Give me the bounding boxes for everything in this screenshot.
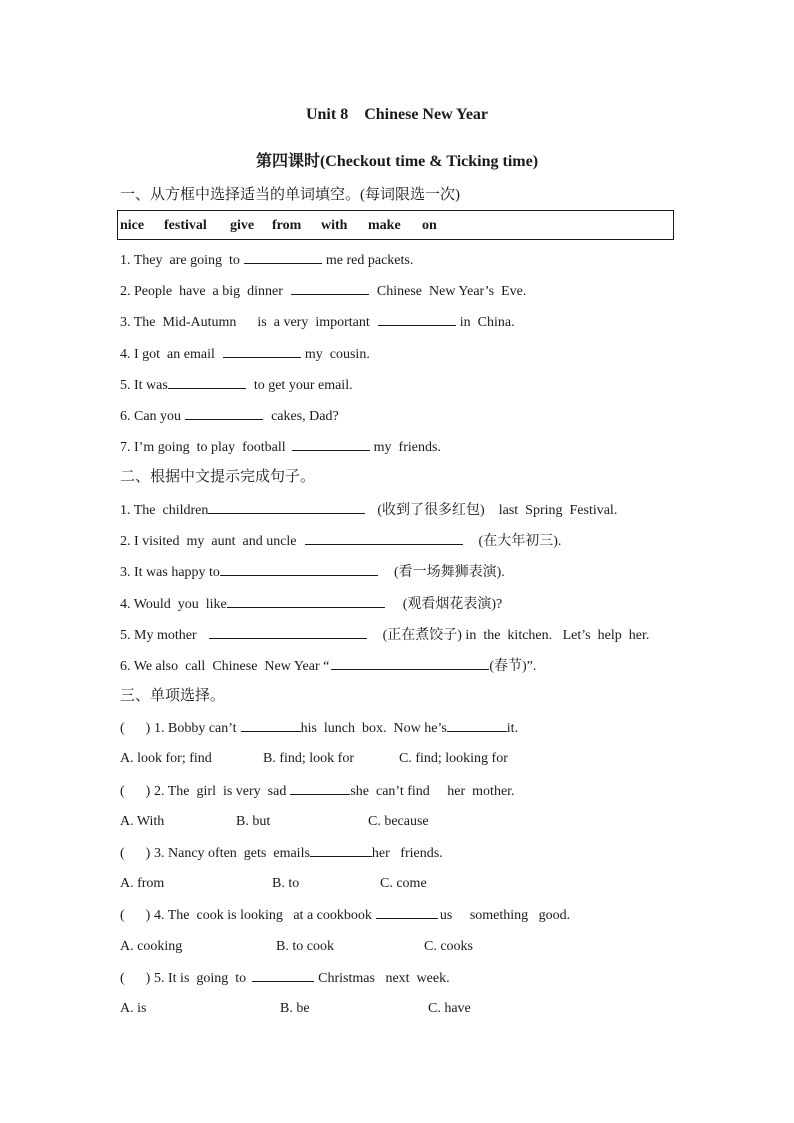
answer-blank[interactable]	[227, 595, 385, 608]
answer-parentheses[interactable]: ( )	[120, 971, 151, 986]
question-text: it.	[506, 721, 519, 736]
word-box-item: make	[368, 218, 401, 233]
question-text: she can’t find her mother.	[350, 784, 515, 799]
fill-item	[120, 376, 353, 395]
word-box	[117, 210, 674, 240]
item-text: Chinese New Year’s Eve.	[376, 284, 527, 299]
item-text: (收到了很多红包) last Spring Festival.	[377, 503, 618, 518]
answer-blank[interactable]	[378, 313, 456, 326]
item-text: 5. It was	[120, 378, 168, 393]
answer-blank[interactable]	[223, 345, 301, 358]
translate-item	[120, 501, 617, 520]
fill-item	[120, 407, 339, 426]
translate-item	[120, 563, 505, 582]
question-text: her friends.	[371, 846, 443, 861]
answer-parentheses[interactable]: ( )	[120, 908, 151, 923]
fill-item	[120, 438, 441, 457]
page-subtitle: 第四课时(Checkout time & Ticking time)	[255, 153, 539, 170]
item-text: 2. I visited my aunt and uncle	[120, 534, 297, 549]
item-text: to get your email.	[253, 378, 353, 393]
item-text: 2. People have a big dinner	[120, 284, 283, 299]
option-a[interactable]: A. is	[120, 1001, 147, 1016]
item-text: me red packets.	[325, 253, 414, 268]
option-c[interactable]: C. because	[368, 814, 429, 829]
option-c[interactable]: C. have	[428, 1001, 471, 1016]
translate-item	[120, 595, 502, 614]
item-text: 1. The children	[120, 503, 209, 518]
option-c[interactable]: C. cooks	[424, 939, 473, 954]
item-text: (春节)”.	[489, 659, 537, 674]
answer-blank[interactable]	[220, 563, 378, 576]
item-text: in China.	[459, 315, 515, 330]
option-c[interactable]: C. come	[380, 876, 427, 891]
option-a[interactable]: A. from	[120, 876, 165, 891]
item-text: (观看烟花表演)?	[402, 597, 503, 612]
answer-parentheses[interactable]: ( )	[120, 721, 151, 736]
option-b[interactable]: B. to	[272, 876, 300, 891]
item-text: 4. Would you like	[120, 597, 227, 612]
answer-blank[interactable]	[305, 532, 463, 545]
answer-blank	[252, 969, 314, 982]
item-text: (看一场舞狮表演).	[393, 565, 505, 580]
translate-item	[120, 532, 561, 551]
word-box-item: on	[422, 218, 437, 233]
option-a[interactable]: A. cooking	[120, 939, 183, 954]
question-text: Christmas next week.	[318, 971, 450, 986]
option-a[interactable]: A. look for; find	[120, 751, 212, 766]
option-b[interactable]: B. be	[280, 1001, 310, 1016]
question-text: his lunch box. Now he’s	[300, 721, 447, 736]
question-text: 4. The cook is looking at a cookbook	[154, 908, 372, 923]
answer-blank[interactable]	[168, 376, 246, 389]
translate-item	[120, 626, 649, 645]
option-b[interactable]: B. to cook	[276, 939, 334, 954]
item-text: 6. We also call Chinese New Year “	[120, 659, 330, 674]
question-text: 2. The girl is very sad	[154, 784, 287, 799]
translate-item	[120, 657, 536, 676]
answer-blank[interactable]	[208, 501, 365, 514]
fill-item	[120, 251, 413, 270]
mc-question	[120, 719, 518, 738]
word-box-item: from	[272, 218, 302, 233]
answer-blank	[376, 906, 438, 919]
page-title: Unit 8 Chinese New Year	[305, 106, 489, 123]
question-text: 3. Nancy often gets emails	[154, 846, 310, 861]
item-text: 3. It was happy to	[120, 565, 220, 580]
item-text: 5. My mother	[120, 628, 197, 643]
item-text: cakes, Dad?	[271, 409, 339, 424]
word-box-item: give	[230, 218, 255, 233]
answer-blank	[310, 844, 372, 857]
answer-blank[interactable]	[244, 251, 322, 264]
section-3-heading: 三、单项选择。	[120, 688, 226, 704]
item-text: 4. I got an email	[120, 347, 215, 362]
section-2-heading: 二、根据中文提示完成句子。	[120, 469, 316, 485]
option-c[interactable]: C. find; looking for	[399, 751, 508, 766]
item-text: 3. The Mid-Autumn is a very important	[120, 315, 370, 330]
answer-blank[interactable]	[209, 626, 367, 639]
item-text: 7. I’m going to play football	[120, 440, 286, 455]
question-text: us something good.	[439, 908, 571, 923]
item-text: (在大年初三).	[478, 534, 562, 549]
word-box-item: nice	[120, 218, 145, 233]
answer-parentheses[interactable]: ( )	[120, 846, 151, 861]
answer-parentheses[interactable]: ( )	[120, 784, 151, 799]
answer-blank[interactable]	[292, 438, 370, 451]
answer-blank[interactable]	[331, 657, 489, 670]
answer-blank	[290, 782, 350, 795]
option-a[interactable]: A. With	[120, 814, 165, 829]
answer-blank[interactable]	[185, 407, 263, 420]
answer-blank	[241, 719, 301, 732]
item-text: 1. They are going to	[120, 253, 240, 268]
fill-item	[120, 345, 370, 364]
option-b[interactable]: B. but	[236, 814, 271, 829]
answer-blank	[447, 719, 507, 732]
fill-item	[120, 282, 526, 301]
mc-question	[120, 844, 443, 863]
item-text: my cousin.	[304, 347, 370, 362]
answer-blank[interactable]	[291, 282, 369, 295]
fill-item	[120, 313, 515, 332]
item-text: 6. Can you	[120, 409, 182, 424]
word-box-item: festival	[164, 218, 207, 233]
mc-question	[120, 969, 450, 988]
mc-question	[120, 906, 570, 925]
option-b[interactable]: B. find; look for	[263, 751, 354, 766]
question-text: 1. Bobby can’t	[154, 721, 237, 736]
question-text: 5. It is going to	[154, 971, 247, 986]
item-text: (正在煮饺子) in the kitchen. Let’s help her.	[382, 628, 650, 643]
mc-question	[120, 782, 515, 801]
word-box-item: with	[321, 218, 348, 233]
item-text: my friends.	[373, 440, 441, 455]
section-1-heading: 一、从方框中选择适当的单词填空。(每词限选一次)	[120, 187, 460, 203]
